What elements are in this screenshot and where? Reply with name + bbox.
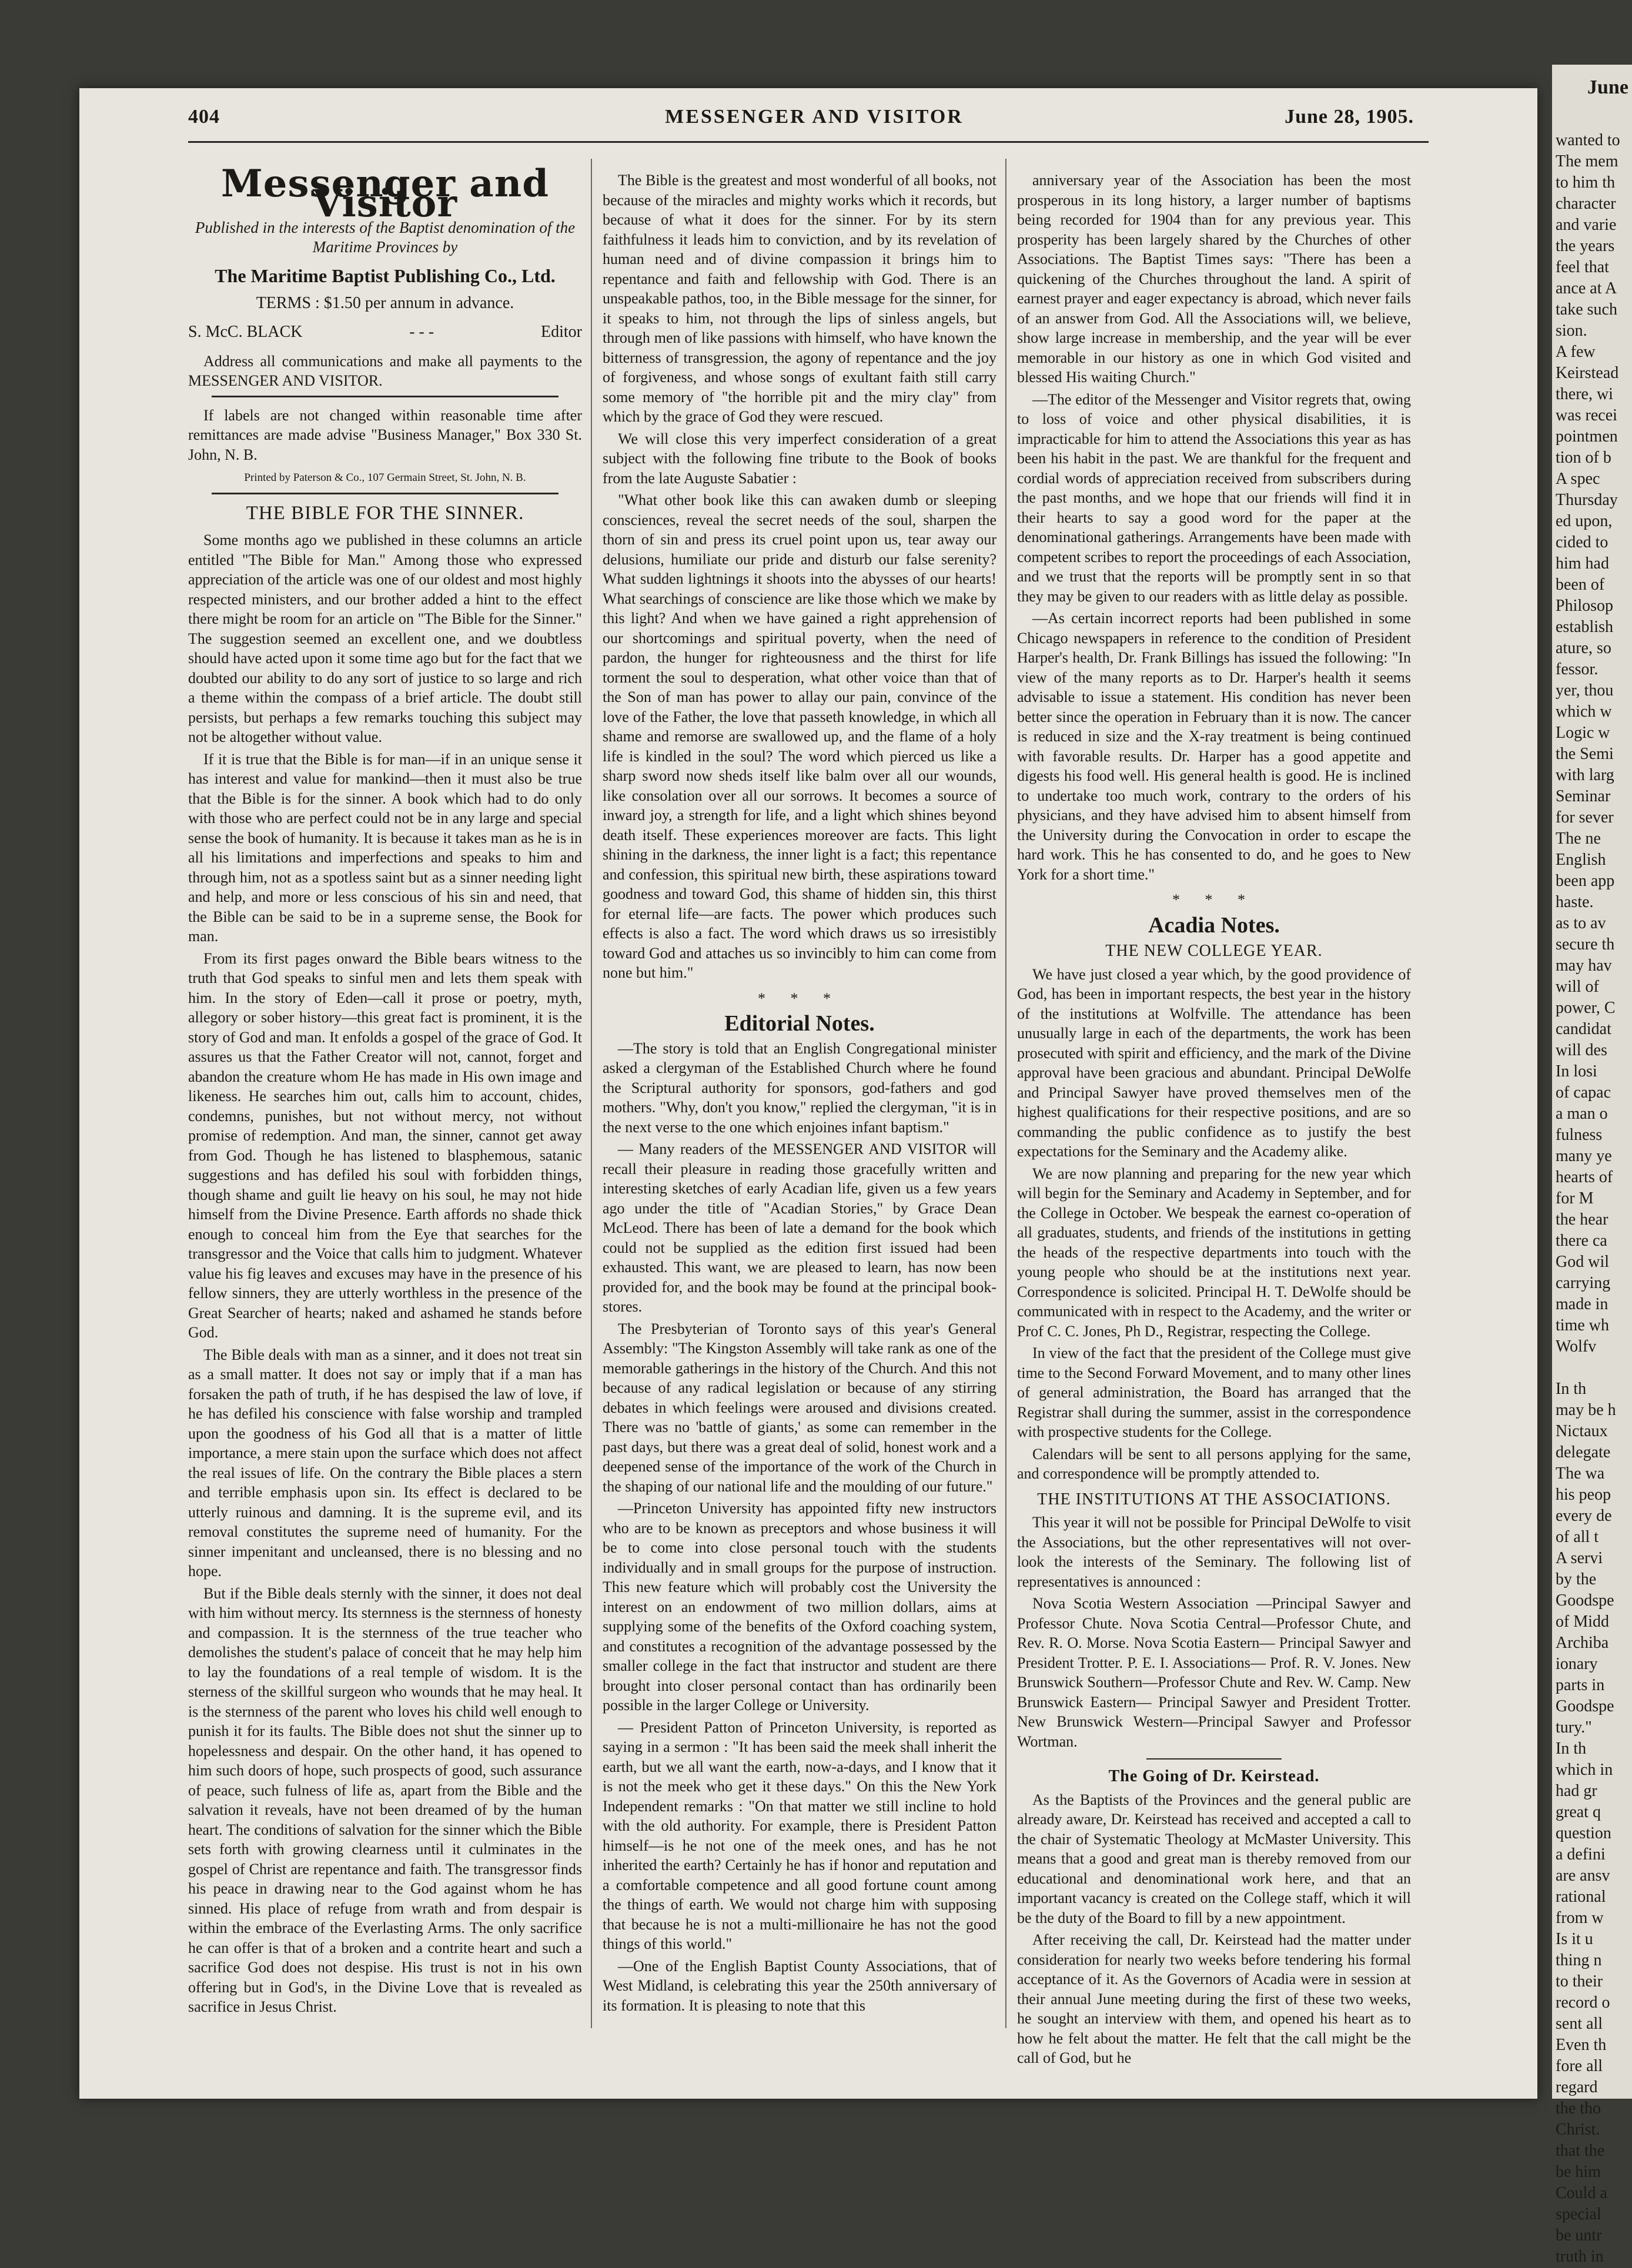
adjacent-text-line: power, C xyxy=(1556,999,1616,1017)
adjacent-text-line: candidat xyxy=(1556,1020,1611,1038)
adjacent-text-line: there ca xyxy=(1556,1232,1607,1250)
adjacent-text-line: of all t xyxy=(1556,1528,1599,1546)
note-paragraph: —The editor of the Messenger and Visitor regrets that, owing to loss of voice and other physical disabilities, it is impracticable for him to attend the Associations this year as has been his habit in the past. We are thankful for the frequent and cordial words of appreciation received from subscribers during the past months, and we hope that our friends will find it in their hearts to say a good word for the paper at the denominational gatherings. Arrangements have been made with competent scribes to report the proceedings of each Association, and we trust that the reports will be promptly sent in so that they may be given to our readers with as little delay as possible. xyxy=(1017,390,1411,605)
editor-role: Editor xyxy=(540,323,582,341)
adjacent-text-line: a man o xyxy=(1556,1105,1608,1123)
masthead-subtitle: Published in the interests of the Baptist denomination of the Maritime Provinces by xyxy=(195,219,576,256)
adjacent-text-line: had gr xyxy=(1556,1782,1597,1800)
adjacent-text-line: are ansv xyxy=(1556,1866,1610,1885)
column-rule-right xyxy=(1005,159,1006,2028)
adjacent-text-line: with larg xyxy=(1556,766,1614,784)
adjacent-text-line: truth in xyxy=(1556,2247,1604,2266)
note-paragraph: — Many readers of the MESSENGER AND VISITOR will recall their pleasure in reading those gracefully written and interesting sketches of early Acadian life, given us a few years ago under the title of "Acadian Stories," by Grace Dean McLeod. There has been of late a demand for the book which could not be supplied as the edition first issued had been exhausted. This want, we are pleased to learn, has now been provided for, and the book may be found at the principal book-stores. xyxy=(603,1140,996,1315)
adjacent-text-line: wanted to xyxy=(1556,131,1620,149)
masthead-terms: TERMS : $1.50 per annum in advance. xyxy=(256,293,514,312)
adjacent-page-edge xyxy=(1552,65,1632,2266)
note-paragraph: —The story is told that an English Congregational minister asked a clergyman of the Established Church where he found the Scriptural authority for sponsors, god-fathers and god mothers. "Why, don't you know," replied the clergyman, "it is in the next verse to the one which enjoines infant baptism." xyxy=(603,1039,996,1136)
article-paragraph: But if the Bible deals sternly with the sinner, it does not deal with him without mercy. Its sternness is the sternness of honesty and compassion. It is the sternness of the true teacher who demolishes the student's palace of conceit that he may help him to lay the foundations of a real temple of wisdom. It is the sterness of the skillful surgeon who wounds that he may heal. It is the sternness of the parent who loves his child well enough to punish it for its faults. The Bible does not shut the sinner up to hopelessness and despair. On the other hand, it has opened to him such doors of hope, such prospects of good, such assurance of peace, such fulness of life as, apart from the Bible and the salvation it reveals, have not been dreamed of by the human heart. The conditions of salvation for the sinner which the Bible sets forth with growing clearness until it culminates in the gospel of Christ are repentance and faith. The transgressor finds his peace in drawing near to the God against whom he has sinned. His place of refuge from wrath and from despair is within the embrace of the Everlasting Arms. The only sacrifice he can offer is that of a broken and a contrite heart and such a sacrifice God does not despise. His trust is not in his own offering but in God's, in the Divine Love that is revealed as sacrifice in Jesus Christ. xyxy=(188,1584,582,2015)
article-paragraph: We will close this very imperfect consideration of a great subject with the following fine tribute to the Book of books from the late Auguste Sabatier : xyxy=(603,430,996,487)
header-rule xyxy=(188,141,1429,143)
adjacent-text-line: God wil xyxy=(1556,1253,1609,1271)
adjacent-text-line: question xyxy=(1556,1824,1611,1842)
adjacent-text-line: haste. xyxy=(1556,893,1594,911)
subheading-institutions: THE INSTITUTIONS AT THE ASSOCIATIONS. xyxy=(1037,1490,1391,1508)
adjacent-text-line: may hav xyxy=(1556,956,1612,975)
adjacent-text-line: from w xyxy=(1556,1909,1604,1927)
adjacent-text-line: time wh xyxy=(1556,1316,1609,1334)
column-2 xyxy=(603,170,996,2018)
article-paragraph: If it is true that the Bible is for man—if in an unique sense it has interest and value for mankind—then it must also be true that the Bible is for the sinner. A book which had to do only with those who are perfect could not be in any large and special sense the book of humanity. It is because it takes man as he is in all his limitations and imperfections and speaks to him and through him, not as a spotless saint but as a sinner needing light and help, and more or less conscious of his sin and need, that the Bible can be said to be in a supreme sense, the Book for man. xyxy=(188,750,582,945)
adjacent-text-line: special xyxy=(1556,2205,1601,2223)
adjacent-text-line: as to av xyxy=(1556,914,1606,932)
adjacent-text-line: Goodspe xyxy=(1556,1697,1614,1715)
adjacent-text-line: Could a xyxy=(1556,2184,1607,2202)
adjacent-text-line: ance at A xyxy=(1556,279,1617,297)
masthead-rule-2 xyxy=(212,493,559,494)
associations-paragraph: Nova Scotia Western Association —Principal Sawyer and Professor Chute. Nova Scotia Central—Professor Chute, and Rev. R. O. Morse. Nova Scotia Eastern— Principal Sawyer and President Trotter. P. E. I. Associations— Prof. R. V. Jones. New Brunswick Southern—Professor Chute and Rev. W. Camp. New Brunswick Eastern— Principal Sawyer and President Trotter. New Brunswick Western—Principal Sawyer and Professor Wortman. xyxy=(1017,1595,1411,1750)
masthead-publisher: The Maritime Baptist Publishing Co., Ltd. xyxy=(215,265,556,286)
masthead-editor xyxy=(188,322,582,342)
acadia-paragraph: In view of the fact that the president of the College must give time to the Second Forward Movement, and to many other lines of general administration, the Board has arranged that the Registrar shall during the summer, assist in the correspondence with prospective students for the College. xyxy=(1017,1344,1411,1440)
adjacent-text-line: the years xyxy=(1556,237,1615,255)
adjacent-text-line: every de xyxy=(1556,1507,1612,1525)
adjacent-text-line: regard xyxy=(1556,2078,1598,2096)
adjacent-text-line: be untr xyxy=(1556,2226,1602,2244)
printer-line: Printed by Paterson & Co., 107 Germain Street, St. John, N. B. xyxy=(244,471,526,484)
adjacent-text-line: ature, so xyxy=(1556,639,1611,657)
adjacent-text-line: great q xyxy=(1556,1803,1601,1821)
editor-dashes: - - - xyxy=(409,323,434,341)
adjacent-text-line: the Semi xyxy=(1556,745,1614,763)
adjacent-text-line: for sever xyxy=(1556,808,1614,827)
adjacent-text-line: take such xyxy=(1556,300,1617,319)
adjacent-text-line: In losi xyxy=(1556,1062,1597,1081)
adjacent-text-line: establish xyxy=(1556,618,1613,636)
running-head: MESSENGER AND VISITOR xyxy=(665,106,964,128)
adjacent-text-line: be him xyxy=(1556,2163,1601,2181)
adjacent-text-line: Wolfv xyxy=(1556,1337,1597,1356)
adjacent-text-line: tury." xyxy=(1556,1718,1592,1737)
acadia-paragraph: We are now planning and preparing for the new year which will begin for the Seminary and Academy in September, and for the College in October. We bespeak the earnest co-operation of all graduates, students, and friends of the institutions in getting the heads of the respective departments into touch with the young people who should be at the institutions next year. Correspondence is solicited. Principal H. T. DeWolfe should be communicated with in respect to the Academy, and the writer or Prof C. C. Jones, Ph D., Registrar, respecting the College. xyxy=(1017,1165,1411,1340)
adjacent-text-line: fessor. xyxy=(1556,660,1598,678)
keirstead-paragraph: After receiving the call, Dr. Keirstead had the matter under consideration for nearly two weeks before tendering his formal acceptance of it. As the Governors of Acadia were in session at their annual June meeting during the first of these two weeks, he sought an interview with them, and opened his heart as to how he felt about the matter. He felt that the call might be the call of God, but he xyxy=(1017,1931,1411,2066)
adjacent-text-line: him had xyxy=(1556,554,1609,573)
article-title: THE BIBLE FOR THE SINNER. xyxy=(246,502,524,524)
adjacent-text-line: been of xyxy=(1556,576,1605,594)
quotation-paragraph: "What other book like this can awaken dumb or sleeping consciences, reveal the secret needs of the soul, sharpen the thorn of sin and press its cruel point upon us, tear away our delusions, humiliate our pride and disturb our false serenity? What sudden lightnings it shoots into the abysses of our hearts! What searchings of conscience are like those which we make by this light? And when we have gained a right apprehension of our shortcomings and spiritual poverty, when the need of pardon, the hunger for righteousness and the thirst for life torment the soul to desperation, what other voice than that of the Son of man has power to allay our pain, convince of the love of the Father, the love that passeth knowledge, in which all shame and remorse are swallowed up, and the flame of a holy life is kindled in the soul? The word which pierced us like a sharp sword now sheds itself like balm over all our wounds, like consolation over all our sorrows. It becomes a source of inward joy, a strength for life, and a light which shines beyond death itself. These experiences moreover are facts. This light shining in the darkness, the inner light is a fact; this repentance and confession, this spiritual new birth, these aspirations toward goodness and toward God, this shame of hidden sin, this thirst for eternal life—are facts. The power which produces such effects is also a fact. The word which draws us so irresistibly toward God and attaches us so invincibly to him can come from none but him." xyxy=(603,491,996,981)
adjacent-text-line: the hear xyxy=(1556,1210,1608,1229)
article-paragraph: The Bible deals with man as a sinner, and it does not treat sin as a small matter. It does not say or imply that if a man has forsaken the path of truth, if he has despised the law of love, if he has defiled his conscience with false worship and trampled upon the goodness of his God all that is a matter of little importance, a mere stain upon the surface which does not affect the real issues of life. On the contrary the Bible places a stern and terrible emphasis upon sin. Its effect is declared to be utterly ruinous and damning. It is the supreme evil, and its removal constitutes the supreme need of humanity. For the sinner impenitant and uncleansed, there is no blessing and no hope. xyxy=(188,1346,582,1580)
adjacent-text-line: secure th xyxy=(1556,935,1615,954)
adjacent-text-line: The ne xyxy=(1556,829,1601,848)
associations-paragraph: This year it will not be possible for Principal DeWolfe to visit the Associations, but the other representatives will not over-look the interests of the Seminary. The following list of representatives is announced : xyxy=(1017,1514,1411,1590)
adjacent-text-line: Archiba xyxy=(1556,1634,1609,1652)
adjacent-text-line: The wa xyxy=(1556,1464,1605,1483)
column-rule-left xyxy=(591,159,592,2028)
adjacent-text-line: that the xyxy=(1556,2142,1605,2160)
adjacent-text-line: was recei xyxy=(1556,406,1617,424)
adjacent-text-line: fore all xyxy=(1556,2057,1603,2075)
adjacent-text-line: feel that xyxy=(1556,258,1609,276)
adjacent-text-line: The mem xyxy=(1556,152,1618,170)
adjacent-text-line: carrying xyxy=(1556,1274,1611,1292)
adjacent-text-line: hearts of xyxy=(1556,1168,1613,1186)
adjacent-text-line: will des xyxy=(1556,1041,1607,1059)
adjacent-text-line: character xyxy=(1556,195,1616,213)
article-paragraph: From its first pages onward the Bible bears witness to the truth that God speaks to sinful men and lets them speak with him. In the story of Eden—call it prose or poetry, myth, allegory or sober history—this great fact is prominent, it is the story of God and man. It enfolds a gospel of the grace of God. It assures us that the Father Creator will not, cannot, forget and abandon the creature whom He has made in His own image and likeness. He searches him out, calls him to account, chides, condemns, punishes, but not without mercy, not without promise of redemption. And man, the sinner, cannot get away from God. Though he has listened to blasphemous, satanic suggestions and has defiled his soul with forbidden things, though shame and guilt lie heavy on his soul, he may not hide himself from the Divine Presence. Earth affords no shade thick enough to conceal him from the Eye that searches for the transgressor and the Voice that calls him to judgment. Whatever value his fig leaves and excuses may have in the presence of his fellow sinners, they are utterly worthless in the presence of the Great Searcher of hearts; naked and ashamed he stands before God. xyxy=(188,949,582,1341)
note-paragraph: —One of the English Baptist County Associations, that of West Midland, is celebrating this year the 250th anniversary of its formation. It is pleasing to note that this xyxy=(603,1957,996,2014)
adjacent-text-line: parts in xyxy=(1556,1676,1605,1694)
adjacent-text-line: made in xyxy=(1556,1295,1608,1313)
adjacent-text-line: which w xyxy=(1556,703,1612,721)
adjacent-text-line: fulness xyxy=(1556,1126,1603,1144)
adjacent-text-line: Seminar xyxy=(1556,787,1611,805)
adjacent-text-line: ionary xyxy=(1556,1655,1598,1673)
masthead-rule xyxy=(212,396,559,397)
page-number: 404 xyxy=(188,106,220,128)
adjacent-text-line: of capac xyxy=(1556,1083,1611,1102)
adjacent-text-line: English xyxy=(1556,851,1606,869)
adjacent-text-line: for M xyxy=(1556,1189,1594,1207)
adjacent-text-line: Thursday xyxy=(1556,491,1618,509)
subheading-keirstead: The Going of Dr. Keirstead. xyxy=(1108,1767,1320,1785)
adjacent-text-line: of Midd xyxy=(1556,1613,1609,1631)
note-paragraph: The Presbyterian of Toronto says of this year's General Assembly: "The Kingston Assembly will take rank as one of the memorable gatherings in the history of the Church. And this not because of any radical legislation or because of any stirring debates in which feelings were aroused and divisions created. There was no 'battle of giants,' as some can remember in the past days, but there was a great deal of solid, honest work and a deepened sense of the importance of the work of the Church in the shaping of our national life and the moulding of our future." xyxy=(603,1320,996,1495)
adjacent-running-head: June xyxy=(1587,76,1628,98)
address-notice: Address all communications and make all payments to the MESSENGER AND VISITOR. xyxy=(188,352,582,389)
adjacent-text-line: his peop xyxy=(1556,1486,1611,1504)
adjacent-text-line: Goodspe xyxy=(1556,1591,1614,1610)
editor-name: S. McC. BLACK xyxy=(188,323,303,341)
acadia-paragraph: We have just closed a year which, by the good providence of God, has been in important respects, the best year in the history of the institutions at Wolfville. The attendance has been unusually large in each of the departments, the work has been prosecuted with spirit and efficiency, and the mark of the Divine approval have been gracious and abundant. Principal DeWolfe and Principal Sawyer have proved themselves men of the highest qualifications for their respective positions, and are so commanding the public confidence as to justify the best expectations for the Seminary and the Academy alike. xyxy=(1017,965,1412,1160)
adjacent-text-line: rational xyxy=(1556,1888,1606,1906)
adjacent-text-line: by the xyxy=(1556,1570,1597,1588)
adjacent-text-line: the tho xyxy=(1556,2099,1601,2118)
adjacent-text-line: A servi xyxy=(1556,1549,1603,1567)
adjacent-text-line: will of xyxy=(1556,978,1599,996)
section-title-acadia-notes: Acadia Notes. xyxy=(1148,912,1280,938)
note-paragraph: anniversary year of the Association has been the most prosperous in its long history, a larger number of baptisms being recorded for 1904 than for any previous year. This prosperity has been largely shared by the Churches of other Associations. The Baptist Times says: "There has been a quickening of the Churches throughout the land. A spirit of earnest prayer and eager expectancy is abroad, which never fails of an answer from God. All the Associations will, we believe, show large increase in membership, and the year will be ever memorable in our history as one in which God visited and blessed His waiting Church." xyxy=(1017,172,1411,386)
adjacent-text-line: In th xyxy=(1556,1740,1587,1758)
short-rule xyxy=(1146,1758,1282,1759)
adjacent-text-line: there, wi xyxy=(1556,385,1613,403)
adjacent-text-line: Logic w xyxy=(1556,724,1610,742)
adjacent-text-line: Even th xyxy=(1556,2036,1607,2054)
adjacent-text-line: sion. xyxy=(1556,322,1587,340)
adjacent-text-line: a defini xyxy=(1556,1845,1606,1864)
adjacent-text-line: A spec xyxy=(1556,470,1600,488)
adjacent-text-line: Nictaux xyxy=(1556,1422,1608,1440)
section-ornament: * * * xyxy=(758,989,841,1007)
keirstead-paragraph: As the Baptists of the Provinces and the general public are already aware, Dr. Keirstead has received and accepted a call to the chair of Systematic Theology at McMaster University. This means that a good and great man is thereby removed from our educational and denominational work here, and that an important vacancy is created on the College staff, which it will be the duty of the Board to fill by a new appointment. xyxy=(1017,1791,1411,1926)
note-paragraph: — President Patton of Princeton University, is reported as saying in a sermon : "It has been said the meek shall inherit the earth, but we all want the earth, now-a-days, and I know that it is not the meek who get it these days." On this the New York Independent remarks : "On that matter we still incline to hold with the old authority. For example, there is President Patton himself—is he not one of the meek ones, and has he not inherited the earth? Certainly he has if honor and reputation and a comfortable competence and all good fortune count among the things of earth. We would not charge him with supposing that because he is not a multi-millionaire he has not the good things of this world." xyxy=(603,1718,996,1952)
adjacent-text-line: Is it u xyxy=(1556,1930,1593,1948)
adjacent-text-line: to him th xyxy=(1556,173,1616,192)
adjacent-text-line: and varie xyxy=(1556,216,1617,234)
adjacent-text-line: many ye xyxy=(1556,1147,1612,1165)
article-paragraph: The Bible is the greatest and most wonderful of all books, not because of the miracles and mighty works which it records, but because of what it does for the sinner. For by its stern faithfulness it leads him to conviction, and by its revelation of human need and of divine compassion it brings him to repentance and faith and fellowship with God. There is an unspeakable pathos, too, in the Bible message for the sinner, for it speaks to him, not through the lips of sinless angels, but through men of like passions with himself, who have known the bitterness of transgression, the agony of repentance and the joy of forgiveness, and whose songs of exultant faith still carry some memory of "the horrible pit and the miry clay" from which by the grace of God they were rescued. xyxy=(603,172,996,425)
section-title-editorial-notes: Editorial Notes. xyxy=(724,1011,875,1036)
adjacent-text-line: In th xyxy=(1556,1380,1587,1398)
column-3 xyxy=(1017,170,1411,2070)
masthead-title: Messenger and Visitor xyxy=(220,162,550,226)
article-paragraph: Some months ago we published in these columns an article entitled "The Bible for Man." Among those who expressed appreciation of the article was one of our oldest and most highly respected ministers, and our brother added a hint to the effect there might be room for an article on "The Bible for the Sinner." The suggestion seemed an excellent one, and we doubtless should have acted upon it some time ago but for the fact that we doubted our ability to do any sort of justice to so large and rich a theme within the compass of a brief article. The doubt still persists, but perhaps a few remarks touching this subject may not be altogether without value. xyxy=(188,531,582,745)
adjacent-text-line: pointmen xyxy=(1556,427,1618,446)
adjacent-text-line: may be h xyxy=(1556,1401,1616,1419)
adjacent-text-line: Philosop xyxy=(1556,597,1614,615)
labels-notice: If labels are not changed within reasonable time after remittances are made advise "Business Manager," Box 330 St. John, N. B. xyxy=(188,406,582,463)
note-paragraph: —As certain incorrect reports had been published in some Chicago newspapers in reference to the condition of President Harper's health, Dr. Frank Billings has issued the following: "In view of the many reports as to Dr. Harper's health it seems advisable to issue a statement. His condition has never been better since the operation in February than it is now. The cancer is reduced in size and the X-ray treatment is being continued with favorable results. Dr. Harper has a good appetite and digests his food well. His general health is good. He is inclined to undertake too much work, contrary to the orders of his physicians, and they have advised him to absent himself from the University during the Convocation in order to escape the hard work. This he has consented to do, and he goes to New York for a short time." xyxy=(1017,610,1411,883)
section-ornament: * * * xyxy=(1172,891,1256,908)
adjacent-text-line: been app xyxy=(1556,872,1615,890)
adjacent-text-line: which in xyxy=(1556,1761,1613,1779)
acadia-paragraph: Calendars will be sent to all persons applying for the same, and correspondence will be promptly attended to. xyxy=(1017,1445,1411,1482)
note-paragraph: —Princeton University has appointed fifty new instructors who are to be known as preceptors and whose business it will be to come into close personal touch with the students individually and in small groups for the purpose of instruction. This new feature which will probably cost the University the interest on an endowment of two million dollars, aims at supplying some of the benefits of the Oxford coaching system, and constitutes a recognition of the advantage possessed by the smaller college in the fact that instructor and student are there brought into closer personal contact than has ordinarily been possible in the larger College or University. xyxy=(603,1500,996,1714)
adjacent-text-line: ed upon, xyxy=(1556,512,1613,530)
adjacent-text-line: tion of b xyxy=(1556,449,1611,467)
column-1 xyxy=(188,162,582,2019)
adjacent-text-line: record o xyxy=(1556,1993,1610,2012)
subheading-new-college-year: THE NEW COLLEGE YEAR. xyxy=(1105,942,1323,960)
adjacent-text-line: yer, thou xyxy=(1556,681,1614,700)
adjacent-text-line: sent all xyxy=(1556,2015,1603,2033)
adjacent-text-line: A few xyxy=(1556,343,1596,361)
adjacent-text-line: thing n xyxy=(1556,1951,1602,1969)
issue-date: June 28, 1905. xyxy=(1285,106,1414,128)
adjacent-text-line: to their xyxy=(1556,1972,1603,1991)
newspaper-page xyxy=(79,88,1537,2099)
adjacent-text-line: Christ. xyxy=(1556,2120,1600,2139)
adjacent-text-line: delegate xyxy=(1556,1443,1611,1461)
adjacent-text-line: cided to xyxy=(1556,533,1608,551)
adjacent-text-line: Keirstead xyxy=(1556,364,1619,382)
